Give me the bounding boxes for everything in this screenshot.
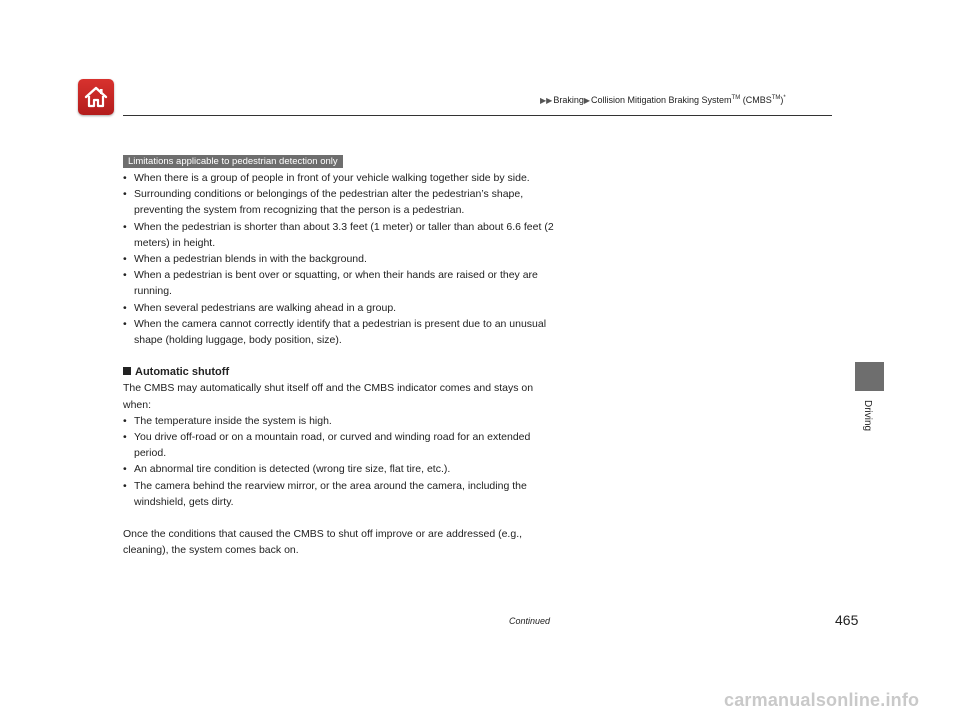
chapter-tab[interactable]	[855, 362, 884, 391]
chapter-label: Driving	[862, 400, 873, 432]
list-item: • The camera behind the rearview mirror, or the area around the camera, including the windshield, gets dirty.	[123, 478, 563, 510]
automatic-shutoff-heading: Automatic shutoff	[123, 364, 563, 380]
breadcrumb-arrow-icon: ▶▶	[540, 96, 553, 105]
list-item: • An abnormal tire condition is detected (wrong tire size, flat tire, etc.).	[123, 461, 563, 477]
shutoff-conditions-list	[123, 413, 563, 510]
list-item: • When a pedestrian is bent over or squatting, or when their hands are raised or they are running.	[123, 267, 563, 299]
list-item: • Surrounding conditions or belongings of the pedestrian alter the pedestrian’s shape, preventing the system from recognizing that the person is a pedestrian.	[123, 186, 563, 218]
main-content	[123, 170, 563, 558]
breadcrumb	[540, 95, 786, 105]
page-number: 465	[835, 612, 859, 628]
list-item: • When the pedestrian is shorter than about 3.3 feet (1 meter) or taller than about 6.6 feet (2 meters) in height.	[123, 219, 563, 251]
home-icon	[83, 85, 109, 109]
pedestrian-limitations-list	[123, 170, 563, 348]
shutoff-intro: The CMBS may automatically shut itself off and the CMBS indicator comes and stays on when:	[123, 382, 534, 411]
section-label: Limitations applicable to pedestrian detection only	[123, 155, 343, 168]
breadcrumb-cmbs[interactable]: Collision Mitigation Braking System™ (CMBS™)*	[590, 95, 786, 105]
list-item: • When the camera cannot correctly identify that a pedestrian is present due to an unusual shape (holding luggage, body position, size).	[123, 316, 563, 348]
square-bullet-icon	[123, 367, 131, 375]
list-item: • You drive off-road or on a mountain road, or curved and winding road for an extended period.	[123, 429, 563, 461]
list-item: • The temperature inside the system is high.	[123, 413, 563, 429]
breadcrumb-braking[interactable]: Braking	[553, 95, 584, 105]
watermark: carmanualsonline.info	[724, 690, 920, 710]
continued-label: Continued	[509, 616, 551, 626]
breadcrumb-arrow-icon: ▶	[583, 96, 590, 105]
list-item: • When several pedestrians are walking ahead in a group.	[123, 300, 563, 316]
header-divider	[123, 115, 832, 116]
home-button[interactable]	[78, 79, 114, 115]
list-item: • When there is a group of people in front of your vehicle walking together side by side.	[123, 170, 563, 186]
shutoff-outro: Once the conditions that caused the CMBS to shut off improve or are addressed (e.g., cleaning), the system comes back on.	[123, 528, 523, 557]
list-item: • When a pedestrian blends in with the background.	[123, 251, 563, 267]
